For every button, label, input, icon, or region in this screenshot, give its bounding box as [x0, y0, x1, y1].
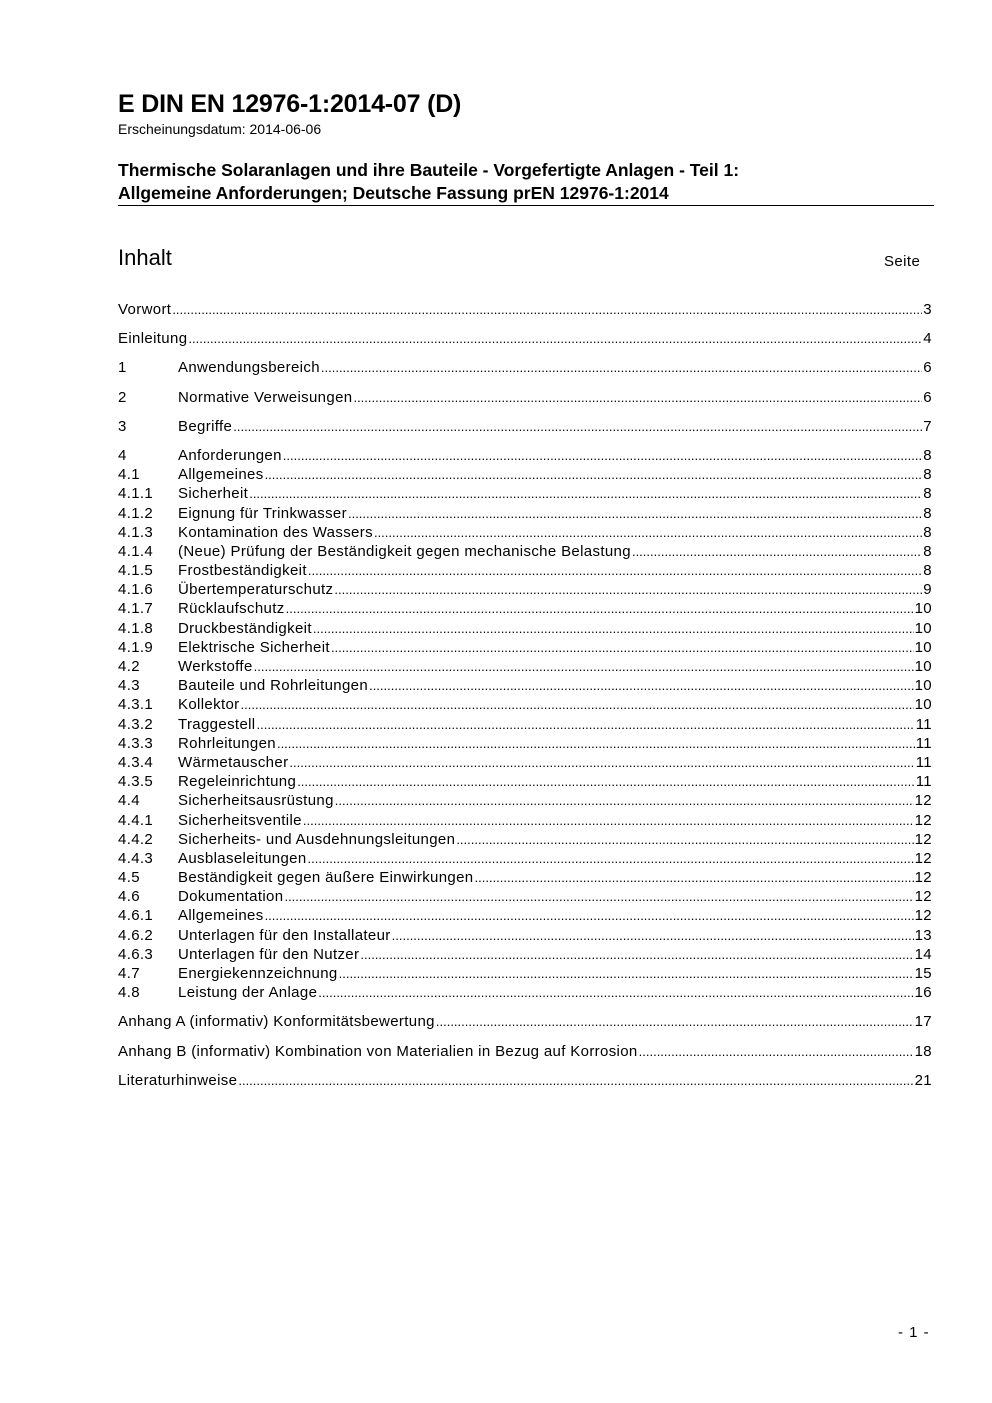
toc-entry-page: 8 [923, 446, 932, 464]
toc-entry-title: Bauteile und Rohrleitungen [178, 677, 369, 695]
toc-entry-title: Allgemeines [178, 466, 264, 484]
toc-entry-title: Rücklaufschutz [178, 600, 285, 618]
toc-entry-page: 8 [923, 562, 932, 580]
toc-entry-title: Werkstoffe [178, 658, 253, 675]
toc-entry[interactable] [118, 1043, 932, 1062]
toc-entry-number: 4.3.2 [118, 715, 154, 733]
toc-entry-number: 4.1.2 [118, 504, 154, 522]
document-id: E DIN EN 12976-1:2014-07 (D) [118, 90, 462, 118]
toc-entry-page: 10 [914, 638, 932, 656]
toc-entry-number: 4.3.3 [118, 734, 154, 752]
toc-entry-page: 10 [914, 658, 932, 675]
toc-entry[interactable] [118, 773, 932, 792]
toc-entry-title: Anforderungen [178, 446, 282, 464]
toc-entry-number: 4.1 [118, 466, 140, 484]
page-number: - 1 - [898, 1324, 930, 1341]
toc-entry-title: Literaturhinweise [118, 1071, 238, 1089]
toc-entry-title: Unterlagen für den Nutzer [178, 945, 360, 963]
toc-entry-page: 10 [914, 696, 932, 714]
toc-entry-number: 4.1.5 [118, 562, 154, 580]
toc-entry-number: 4.3.5 [118, 773, 154, 791]
document-title [118, 159, 933, 205]
toc-entry-number: 4.6.1 [118, 907, 154, 925]
toc-entry[interactable] [118, 984, 932, 1003]
toc-entry-page: 11 [915, 734, 932, 752]
toc-entry-title: Übertemperaturschutz [178, 581, 334, 599]
toc-entry-page: 9 [923, 581, 932, 599]
toc-entry-page: 17 [914, 1013, 932, 1031]
toc-entry-title: Wärmetauscher [178, 753, 289, 771]
toc-leader-dots [392, 927, 914, 944]
toc-entry-title: Beständigkeit gegen äußere Einwirkungen [178, 869, 474, 887]
toc-entry-page: 8 [923, 485, 932, 503]
toc-leader-dots [283, 447, 923, 464]
toc-entry[interactable] [118, 1072, 932, 1091]
toc-entry-number: 4.3.4 [118, 753, 154, 771]
toc-entry[interactable] [118, 850, 932, 869]
toc-entry-title: Elektrische Sicherheit [178, 638, 330, 656]
toc-entry-page: 18 [914, 1042, 932, 1060]
toc-leader-dots [233, 418, 922, 435]
toc-leader-dots [436, 1013, 914, 1030]
toc-entry-title: Normative Verweisungen [178, 388, 353, 406]
toc-entry-title: Kollektor [178, 696, 240, 714]
toc-entry-number: 4.5 [118, 869, 140, 887]
toc-entry-page: 7 [923, 417, 932, 435]
toc-entry-number: 4.2 [118, 658, 140, 675]
toc-entry-title: Regeleinrichtung [178, 773, 297, 791]
toc-entry-title: Eignung für Trinkwasser [178, 504, 347, 522]
toc-entry-number: 4.1.8 [118, 619, 154, 637]
toc-entry-number: 4.6.2 [118, 926, 154, 944]
toc-entry-page: 12 [914, 830, 932, 848]
table-of-contents [118, 301, 932, 1091]
toc-leader-dots [475, 869, 914, 886]
toc-entry-title: Begriffe [178, 417, 233, 435]
title-divider [118, 205, 934, 206]
toc-leader-dots [277, 735, 915, 752]
toc-leader-dots [308, 850, 914, 867]
toc-entry-title: Energiekennzeichnung [178, 965, 338, 982]
toc-entry-title: Anhang A (informativ) Konformitätsbewertung [118, 1013, 435, 1031]
toc-leader-dots [374, 524, 922, 541]
toc-leader-dots [331, 639, 914, 656]
toc-leader-dots [339, 965, 914, 982]
toc-leader-dots [334, 581, 922, 598]
toc-entry[interactable] [118, 447, 932, 466]
toc-entry[interactable] [118, 466, 932, 485]
toc-entry-number: 4.1.7 [118, 600, 154, 618]
toc-entry[interactable] [118, 658, 932, 677]
toc-leader-dots [249, 485, 922, 502]
toc-entry[interactable] [118, 696, 932, 715]
toc-entry-page: 12 [914, 888, 932, 906]
toc-entry-title: Kontamination des Wassers [178, 523, 373, 541]
document-title-line-2: Allgemeine Anforderungen; Deutsche Fassung prEN 12976-1:2014 [118, 183, 669, 203]
toc-entry[interactable] [118, 716, 932, 735]
toc-leader-dots [360, 946, 913, 963]
toc-entry-page: 6 [923, 388, 932, 406]
toc-entry-number: 4.8 [118, 984, 140, 1002]
toc-entry-page: 8 [923, 504, 932, 522]
toc-leader-dots [632, 543, 922, 560]
toc-entry-page: 10 [914, 619, 932, 637]
toc-entry-page: 12 [914, 869, 932, 887]
toc-entry-title: Anhang B (informativ) Kombination von Materialien in Bezug auf Korrosion [118, 1042, 638, 1060]
toc-entry-number: 4.4.3 [118, 849, 154, 867]
toc-entry[interactable] [118, 946, 932, 965]
toc-entry[interactable] [118, 792, 932, 811]
toc-leader-dots [238, 1072, 913, 1089]
toc-entry-title: Dokumentation [178, 888, 284, 906]
toc-leader-dots [321, 359, 922, 376]
toc-entry[interactable] [118, 869, 932, 888]
toc-leader-dots [188, 330, 922, 347]
toc-entry[interactable] [118, 888, 932, 907]
toc-entry-number: 4.4.1 [118, 811, 154, 829]
toc-entry[interactable] [118, 524, 932, 543]
toc-entry-number: 4.3 [118, 677, 140, 695]
toc-entry-number: 2 [118, 388, 127, 406]
toc-entry[interactable] [118, 831, 932, 850]
document-title-line-1: Thermische Solaranlagen und ihre Bauteile - Vorgefertigte Anlagen - Teil 1: [118, 160, 740, 180]
toc-heading: Inhalt [118, 245, 172, 270]
toc-leader-dots [313, 620, 914, 637]
toc-entry[interactable] [118, 1013, 932, 1032]
toc-entry-title: Unterlagen für den Installateur [178, 926, 391, 944]
toc-entry[interactable] [118, 965, 932, 984]
toc-entry-page: 11 [915, 753, 932, 771]
toc-entry-page: 12 [914, 811, 932, 829]
toc-leader-dots [318, 984, 913, 1001]
toc-entry-page: 12 [914, 907, 932, 925]
toc-entry[interactable] [118, 812, 932, 831]
toc-entry-title: Sicherheit [178, 485, 249, 503]
toc-entry[interactable] [118, 735, 932, 754]
toc-entry-page: 10 [914, 600, 932, 618]
toc-entry[interactable] [118, 907, 932, 926]
toc-entry-page: 3 [923, 301, 932, 318]
toc-entry[interactable] [118, 389, 932, 408]
toc-entry-page: 11 [915, 773, 932, 791]
toc-entry-number: 4.7 [118, 965, 140, 982]
toc-entry-number: 4.6.3 [118, 945, 154, 963]
toc-leader-dots [289, 754, 914, 771]
toc-entry-title: Druckbeständigkeit [178, 619, 312, 637]
toc-entry-title: Anwendungsbereich [178, 359, 320, 377]
toc-entry-title: Frostbeständigkeit [178, 562, 307, 580]
toc-entry-page: 12 [914, 792, 932, 810]
toc-entry[interactable] [118, 677, 932, 696]
toc-leader-dots [353, 389, 922, 406]
toc-entry-page: 8 [923, 542, 932, 560]
toc-entry-title: Allgemeines [178, 907, 264, 925]
toc-leader-dots [265, 466, 923, 483]
toc-entry-title: Traggestell [178, 715, 256, 733]
toc-entry-page: 14 [914, 945, 932, 963]
toc-entry-page: 4 [923, 330, 932, 348]
toc-entry-title: Sicherheitsventile [178, 811, 302, 829]
toc-entry[interactable] [118, 301, 932, 320]
toc-leader-dots [348, 505, 922, 522]
toc-leader-dots [369, 677, 914, 694]
toc-entry-page: 11 [915, 715, 932, 733]
toc-entry-number: 4.4 [118, 792, 140, 810]
toc-entry-title: Rohrleitungen [178, 734, 276, 752]
toc-entry-page: 15 [914, 965, 932, 982]
toc-entry-title: Leistung der Anlage [178, 984, 318, 1002]
toc-leader-dots [257, 716, 915, 733]
toc-entry-page: 10 [914, 677, 932, 695]
toc-entry-page: 13 [914, 926, 932, 944]
toc-leader-dots [241, 696, 914, 713]
toc-entry-page: 16 [914, 984, 932, 1002]
toc-entry-number: 1 [118, 359, 127, 377]
toc-leader-dots [639, 1043, 914, 1060]
toc-leader-dots [303, 812, 914, 829]
toc-entry[interactable] [118, 600, 932, 619]
toc-entry[interactable] [118, 639, 932, 658]
toc-entry[interactable] [118, 485, 932, 504]
toc-entry[interactable] [118, 754, 932, 773]
toc-entry-page: 6 [923, 359, 932, 377]
toc-leader-dots [456, 831, 913, 848]
toc-entry[interactable] [118, 543, 932, 562]
toc-entry-number: 4.1.3 [118, 523, 154, 541]
toc-entry-number: 4.1.6 [118, 581, 154, 599]
toc-entry-number: 4.1.4 [118, 542, 154, 560]
toc-leader-dots [284, 888, 913, 905]
toc-entry[interactable] [118, 562, 932, 581]
toc-entry[interactable] [118, 505, 932, 524]
toc-entry-number: 4 [118, 446, 127, 464]
publication-date: Erscheinungsdatum: 2014-06-06 [118, 121, 322, 137]
toc-leader-dots [265, 907, 914, 924]
toc-entry-title: Vorwort [118, 301, 172, 318]
toc-leader-dots [308, 562, 922, 579]
toc-leader-dots [172, 301, 922, 318]
toc-entry-number: 4.4.2 [118, 830, 154, 848]
toc-entry-title: Sicherheits- und Ausdehnungsleitungen [178, 830, 456, 848]
toc-entry-title: Einleitung [118, 330, 188, 348]
toc-entry-page: 21 [914, 1071, 932, 1089]
toc-leader-dots [297, 773, 915, 790]
toc-entry-number: 4.6 [118, 888, 140, 906]
toc-page-column-label: Seite [884, 253, 921, 270]
toc-entry[interactable] [118, 927, 932, 946]
toc-entry-page: 8 [923, 466, 932, 484]
toc-entry-title: Ausblaseleitungen [178, 849, 307, 867]
toc-entry-number: 4.1.1 [118, 485, 154, 503]
toc-entry-title: (Neue) Prüfung der Beständigkeit gegen mechanische Belastung [178, 542, 631, 560]
toc-entry-number: 3 [118, 417, 127, 435]
toc-leader-dots [286, 600, 914, 617]
toc-entry-page: 8 [923, 523, 932, 541]
toc-entry[interactable] [118, 359, 932, 378]
toc-entry[interactable] [118, 418, 932, 437]
toc-entry-title: Sicherheitsausrüstung [178, 792, 334, 810]
toc-entry[interactable] [118, 330, 932, 349]
toc-entry[interactable] [118, 620, 932, 639]
toc-leader-dots [254, 658, 914, 675]
toc-entry-number: 4.3.1 [118, 696, 154, 714]
toc-entry[interactable] [118, 581, 932, 600]
toc-entry-page: 12 [914, 849, 932, 867]
toc-leader-dots [335, 792, 914, 809]
toc-entry-number: 4.1.9 [118, 638, 154, 656]
